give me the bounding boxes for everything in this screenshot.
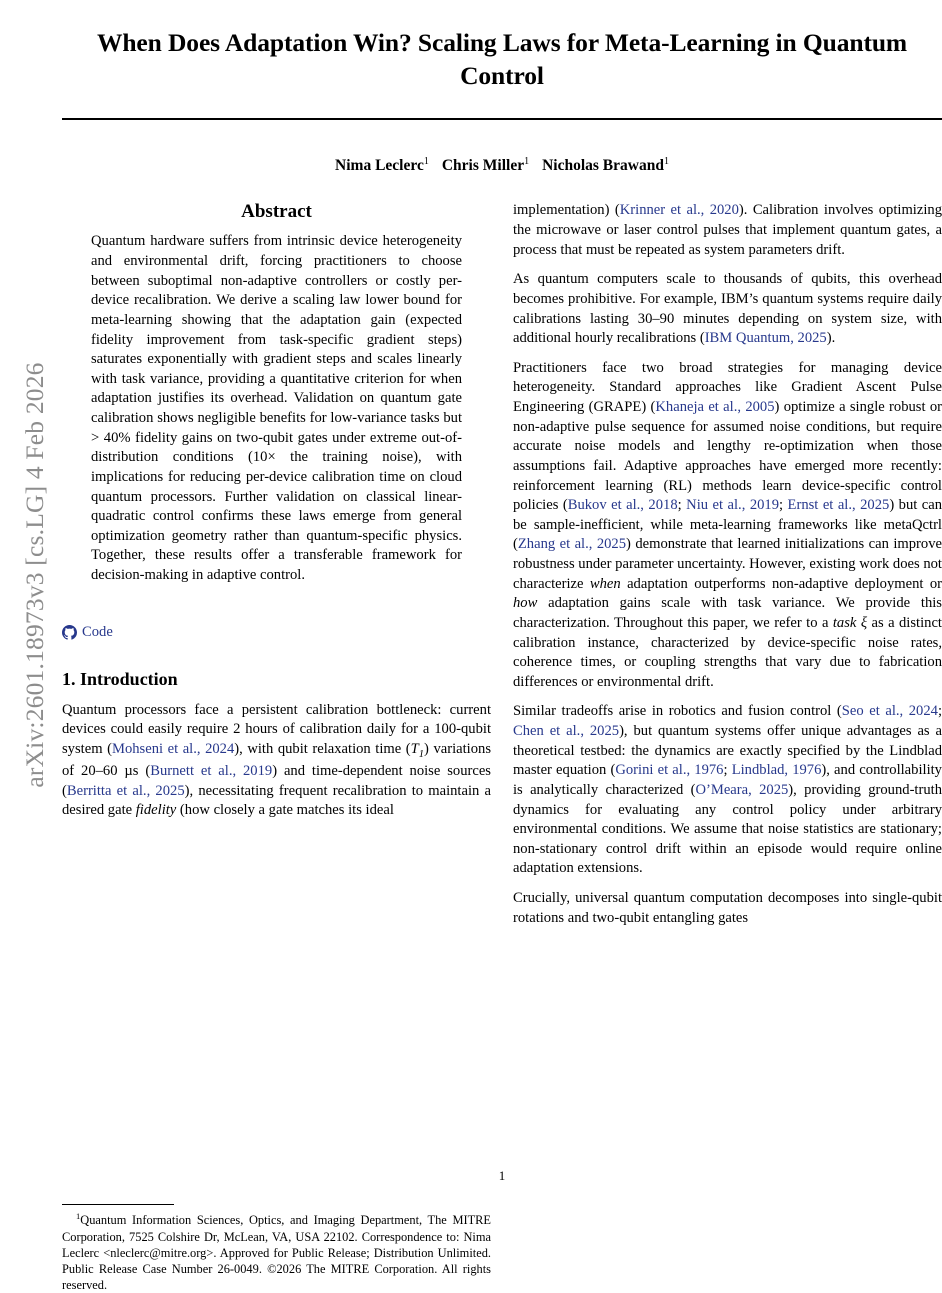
paragraph-right-3: Practitioners face two broad strategies for managing device heterogeneity. Standard approaches like Gradient Ascent Pulse Engineering (GRAPE) (Khaneja et al., 2005) optimize a single robust or non-adaptive pulse sequence for assumed noise conditions, but require accurate noise models and lengthy re-optimization when those assumptions fail. Adaptive approaches have emerged more recently: reinforcement learning (RL) methods learn device-specific control policies (Bukov et al., 2018; Niu et al., 2019; Ernst et al., 2025) but can be sample-inefficient, while meta-learning frameworks like metaQctrl (Zhang et al., 2025) demonstrate that learned initializations can improve robustness under parameter uncertainty. However, existing work does not characterize when adaptation outperforms non-adaptive deployment or how adaptation gains scale with task variance. We provide this characterization. Throughout this paper, we refer to a task ξ as a distinct calibration instance, characterized by device-specific noise rates, coherence times, or coupling strengths that vary due to fabrication differences or environmental drift. — [513, 359, 942, 690]
page-title: When Does Adaptation Win? Scaling Laws for Meta-Learning in Quantum Control — [96, 28, 908, 91]
author-entry — [442, 157, 529, 174]
footnote-text — [62, 1211, 491, 1293]
abstract-heading: Abstract — [241, 201, 312, 223]
page-number: 1 — [498, 1168, 506, 1183]
paragraph-right-4: Similar tradeoffs arise in robotics and fusion control (Seo et al., 2024; Chen et al., 2025), but quantum systems offer unique advantages as a theoretical testbed: the dynamics are exactly specified by the Lindblad master equation (Gorini et al., 1976; Lindblad, 1976), and controllability is analytically characterized (O’Meara, 2025), providing ground-truth dynamics for evaluating any control policy under arbitrary environmental conditions. We assume that noise statistics are stationary; non-stationary control drift within an episode would require online adaptation extensions. — [513, 703, 942, 877]
section-heading-introduction: 1. Introduction — [62, 668, 178, 689]
github-icon — [62, 625, 77, 640]
code-link-label: Code — [82, 623, 113, 640]
author-entry — [335, 157, 429, 174]
citation-link[interactable]: Burnett et al., 2019 — [150, 762, 273, 779]
citation-link[interactable]: Seo et al., 2024 — [841, 703, 938, 720]
paper-page — [62, 0, 942, 1293]
paragraph-intro-1: Quantum processors face a persistent calibration bottleneck: current devices could easily require 2 hours of calibration daily for a 100-qubit system (Mohseni et al., 2024), with qubit relaxation time $(T_1)$ variations of 20–60 µs (Burnett et al., 2019) and time-dependent noise sources (Berritta et al., 2025), necessitating frequent recalibration to maintain a desired gate fidelity (how closely a gate matches its ideal — [62, 701, 491, 819]
author-affiliation-marker: 1 — [663, 156, 669, 168]
paragraph-right-5: Crucially, universal quantum computation decomposes into single-qubit rotations and two-qubit entangling gates — [513, 890, 942, 926]
abstract-text: Quantum hardware suffers from intrinsic device heterogeneity and environmental drift, forcing practitioners to choose between suboptimal non-adaptive controllers or costly per-device recalibration. We derive a scaling law lower bound for meta-learning showing that the adaptation gain (expected fidelity improvement from task-specific gradient steps) saturates exponentially with gradient steps and scales linearly with task variance, providing a quantitative criterion for when adaptation justifies its overhead. Validation on quantum gate calibration shows negligible benefits for low-variance tasks but > 40% fidelity gains on two-qubit gates under extreme out-of-distribution conditions (10× the training noise), with implications for reducing per-device calibration time on cloud quantum processors. Further validation on classical linear-quadratic control confirms these laws emerge from general optimization geometry rather than quantum-specific physics. Together, these results offer a transferable framework for decision-making in adaptive control. — [91, 233, 462, 584]
citation-link[interactable]: Chen et al., 2025 — [513, 723, 620, 740]
footnote-marker: 1 — [76, 1211, 81, 1222]
code-link[interactable] — [62, 624, 491, 641]
citation-link[interactable]: Khaneja et al., 2005 — [655, 399, 775, 416]
citation-link[interactable]: Ernst et al., 2025 — [787, 497, 890, 514]
citation-link[interactable]: Bukov et al., 2018 — [567, 497, 678, 514]
right-column — [513, 201, 942, 938]
emphasis-text: when — [589, 575, 621, 592]
author-affiliation-marker: 1 — [423, 156, 429, 168]
author-name: Chris Miller — [441, 157, 525, 175]
footnote-divider — [62, 1204, 174, 1205]
citation-link[interactable]: Zhang et al., 2025 — [517, 536, 627, 553]
citation-link[interactable]: Lindblad, 1976 — [731, 762, 822, 779]
citation-link[interactable]: Krinner et al., 2020 — [619, 202, 739, 219]
author-affiliation-marker: 1 — [524, 156, 530, 168]
footnote-body: Quantum Information Sciences, Optics, and Imaging Department, The MITRE Corporation, 7525 Colshire Dr, McLean, VA, USA 22102. Correspondence to: Nima Leclerc <nleclerc@mitre.org>. Approved for Public Release; Distribution Unlimited. Public Release Case Number 26-0049. ©2026 The MITRE Corporation. All rights reserved. — [62, 1213, 491, 1293]
paragraph-right-2: As quantum computers scale to thousands of qubits, this overhead becomes prohibitive. For example, IBM’s quantum systems require daily calibrations lasting 30–90 minutes depending on system size, with additional hourly recalibrations (IBM Quantum, 2025). — [513, 271, 942, 347]
inline-math: ξ — [856, 614, 868, 631]
emphasis-text: fidelity — [135, 802, 177, 819]
title-divider — [62, 118, 942, 120]
title-block — [62, 0, 942, 175]
citation-link[interactable]: Mohseni et al., 2024 — [111, 740, 235, 757]
left-column — [62, 201, 491, 1293]
author-list — [62, 156, 942, 175]
citation-link[interactable]: O’Meara, 2025 — [695, 781, 789, 798]
citation-link[interactable]: Gorini et al., 1976 — [615, 762, 724, 779]
citation-link[interactable]: Berritta et al., 2025 — [66, 782, 185, 799]
arxiv-stamp — [0, 0, 60, 1200]
emphasis-text: how — [513, 595, 538, 612]
citation-link[interactable]: IBM Quantum, 2025 — [704, 330, 827, 347]
footnote-block — [62, 1204, 491, 1293]
inline-math-subscript: 1 — [418, 748, 425, 760]
author-name: Nicholas Brawand — [542, 157, 664, 175]
arxiv-stamp-text: arXiv:2601.18973v3 [cs.LG] 4 Feb 2026 — [20, 362, 49, 788]
author-name: Nima Leclerc — [335, 157, 424, 175]
inline-math: T — [410, 740, 419, 757]
two-column-body — [62, 201, 942, 1293]
emphasis-text: task — [832, 614, 857, 631]
paragraph-right-1: implementation) (Krinner et al., 2020). Calibration involves optimizing the microwave or laser control pulses that implement quantum gates, a process that must be repeated as system parameters drift. — [513, 202, 942, 258]
author-entry — [542, 157, 669, 174]
citation-link[interactable]: Niu et al., 2019 — [686, 497, 780, 514]
